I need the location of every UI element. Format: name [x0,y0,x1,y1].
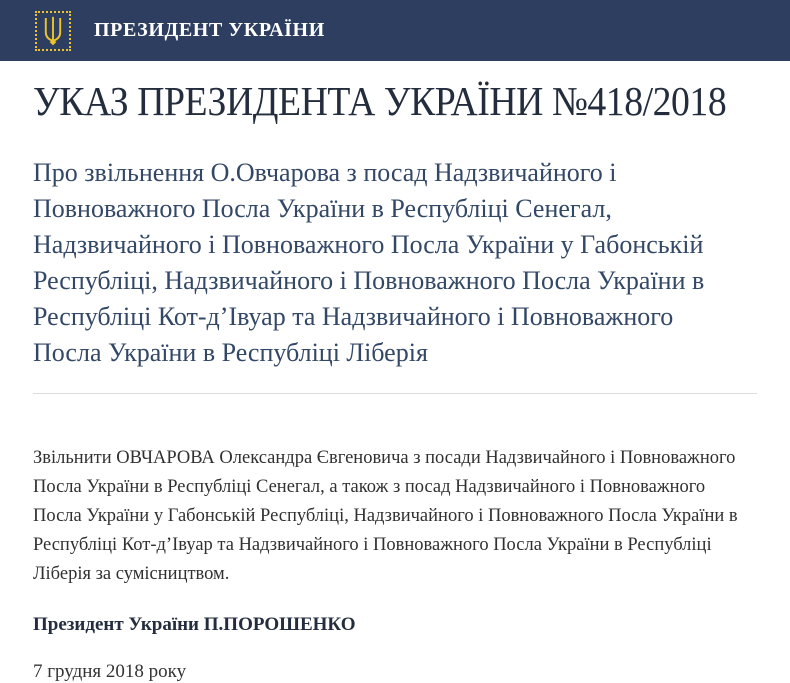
decree-signature: Президент України П.ПОРОШЕНКО [33,613,356,635]
site-title: ПРЕЗИДЕНТ УКРАЇНИ [94,19,325,41]
decree-subtitle: Про звільнення О.Овчарова з посад Надзвичайного і Повноважного Посла України в Республіці Сенегал, Надзвичайного і Повноважного Посла України у Габонській Республіці, Надзвичайного і Повноважного Посла України в Республіці Кот-д’Івуар та Надзвичайного і Повноважного Посла України в Республіці Ліберія [33,157,705,367]
section-divider [33,393,757,394]
decree-title: УКАЗ ПРЕЗИДЕНТА УКРАЇНИ №418/2018 [33,78,727,124]
decree-body-text: Звільнити ОВЧАРОВА Олександра Євгеновича з посади Надзвичайного і Повноважного Посла України в Республіці Сенегал, а також з посад Надзвичайного і Повноважного Посла України у Габонській Республіці, Надзвичайного і Повноважного Посла України в Республіці Кот-д’Івуар та Надзвичайного і Повноважного Посла України в Республіці Ліберія за сумісництвом. [33,447,738,584]
decree-content [0,61,790,683]
site-header [0,0,790,61]
tryzub-coat-of-arms-icon [35,11,71,51]
decree-date: 7 грудня 2018 року [33,660,187,682]
site-brand-link[interactable] [35,11,325,51]
